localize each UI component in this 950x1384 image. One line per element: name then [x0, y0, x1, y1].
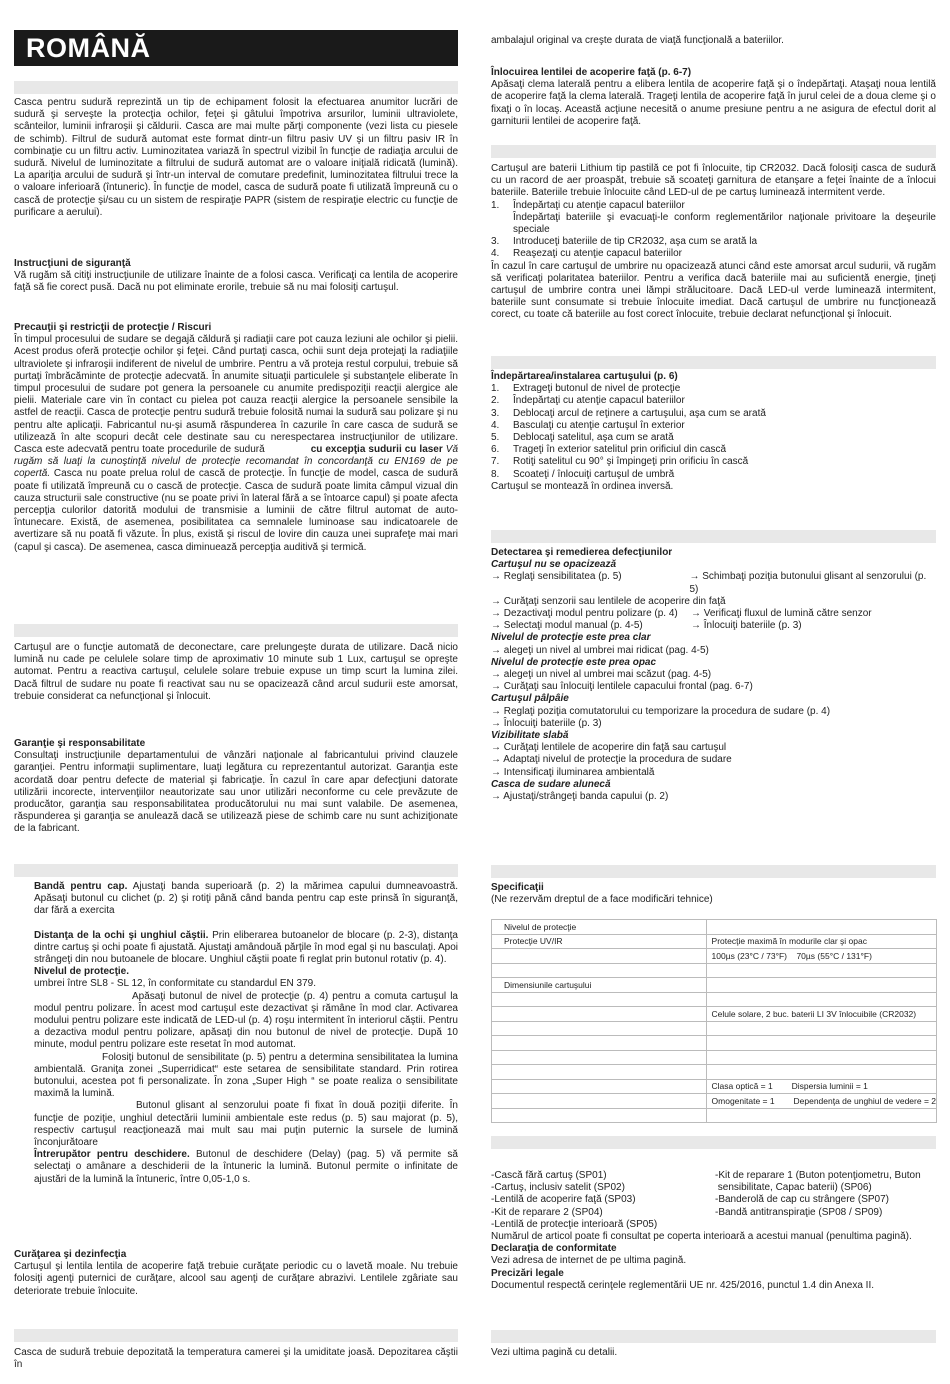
- lens-text: Apăsaţi clema laterală pentru a elibera lentila de acoperire faţă şi o îndepărtaţi. Ataşaţi noua lentilă de acoperire faţă la clema laterală. Trageţi lentila de acoperire faţă în jurul celei de a doua cleme şi o fixaţi o în locaş. Această acţiune necesită o anume presiune pentru a ne asigura de efectul dorit al garniturii lentilei de acoperire faţă.: [491, 79, 936, 127]
- table-row: [492, 963, 937, 978]
- spec-heading: Specificaţii: [491, 882, 544, 893]
- spec-value: 100µs (23°C / 73°F) 70µs (55°C / 131°F): [706, 949, 936, 964]
- spec-label: [492, 963, 707, 978]
- list-item: 5. Deblocaţi satelitul, aşa cum se arată: [491, 432, 674, 444]
- table-row: [492, 1007, 937, 1022]
- legal-heading: Precizări legale: [491, 1267, 564, 1279]
- list-item: Îndepărtaţi bateriile şi evacuaţi-le conform reglementărilor naţionale privitoare la deşeurile speciale: [513, 211, 936, 236]
- grind-text: Apăsaţi butonul de nivel de protecţie (p. 4) pentru a comuta cartuşul la modul pentru polizare. În acest mod cartuşul este dezactivat şi rămâne în mod clar. Activarea modului pentru polizare este indicată de LED-ul (p. 4) roşu intermitent în interiorul căştii. Pentru a dezactiva modul pentru polizare, apăsaţi din nou butonul de nivel de protecţie. După 10 minute, modul pentru polizare este resetat în mod automat.: [34, 990, 458, 1051]
- level-text: umbrei între SL8 - SL 12, în conformitate cu standardul EN 379.: [34, 978, 317, 990]
- table-row: [492, 1036, 937, 1051]
- section-bar: [491, 530, 936, 543]
- list-item: 2. Îndepărtaţi cu atenţie capacul bateriilor: [491, 395, 685, 407]
- lens-section: [491, 67, 936, 128]
- language-title: ROMÂNĂ: [26, 33, 151, 63]
- spec-value: [706, 963, 936, 978]
- warranty-section: [14, 738, 458, 836]
- table-row: [492, 1021, 937, 1036]
- table-row: [492, 978, 937, 993]
- trouble-heading: Detectarea şi remedierea defecţiunilor: [491, 547, 673, 558]
- warranty-heading: Garanţie şi responsabilitate: [14, 738, 146, 749]
- cleaning-section: [14, 1249, 458, 1298]
- intro-text: Casca pentru sudură reprezintă un tip de echipament folosit la efectuarea anumitor lucrări de sudură şi serveşte la protecţia ochilor, feţei şi gâtului împotriva arsurilor, luminii ultraviolete, scânteilor, luminii infraroşii şi căldurii. Casca are mai multe părţi componente (vezi lista cu piesele de schimb). Filtrul de sudură automat este format dintr-un filtru pasiv UV şi un filtru pasiv IR în combinaţie cu un filtru activ. Luminozitatea variază în spectrul vizibil în funcţie de radiaţia arcului de sudură. Nivelul de luminozitate a filtrului de sudură automat are o valoare iniţială ridicată (lumină). La apariţia arcului de sudură şi într-un interval de comutare predefinit, luminozitatea filtrului trece la o valoare inferioară (întuneric). În funcţie de model, casca de sudură poate fi utilizată împreună cu o cască de protecţie şi/sau cu un sistem de respiraţie PAPR (sistem de respiraţie electric cu funcţie de purificare a aerului).: [14, 97, 458, 218]
- battery-text-1: Cartuşul are baterii Lithium tip pastilă ce pot fi înlocuite, tip CR2032. Dacă folosiţi casca de sudură cu un racord de aer proaspăt, trebuie să scoateţi garnitura de etanşare a feţei înainte de a înlocui bateriile. Bateriile trebuie înlocuite când LED-ul de pe cartuş luminează intermitent verde.: [491, 163, 936, 199]
- precautions-section: [14, 322, 458, 554]
- spec-label: Dimensiunile cartuşului: [492, 978, 707, 993]
- cleaning-text: Cartuşul şi lentila lentila de acoperire faţă trebuie curăţate periodic cu o lavetă moale. Nu trebuie folosiţi agenţi puternici de curăţare, alcool sau agenţi de curăţare abrazivi. Lentilele zgâriate sau deteriorate trebuie înlocuite.: [14, 1261, 458, 1297]
- spec-note: (Ne rezervăm dreptul de a face modificări tehnice): [491, 894, 713, 906]
- removal-end: Cartuşul se montează în ordinea inversă.: [491, 480, 674, 492]
- spec-label: [492, 1108, 707, 1123]
- storage-continued: ambalajul original va creşte durata de viaţă funcţională a bateriilor.: [491, 35, 784, 46]
- table-row: [492, 1094, 937, 1109]
- section-bar: [14, 1329, 458, 1342]
- spec-value: [706, 1021, 936, 1036]
- spec-label: [492, 1094, 707, 1109]
- usage-section: [34, 881, 458, 1186]
- table-row: [492, 1050, 937, 1065]
- table-row: [492, 920, 937, 935]
- spec-value: [706, 1108, 936, 1123]
- battery-steps: [491, 200, 936, 261]
- list-item: 3. Deblocaţi arcul de reţinere a cartuşului, aşa cum se arată: [491, 407, 766, 419]
- headband-label: Bandă pentru cap.: [34, 881, 128, 892]
- spec-value: [706, 1065, 936, 1080]
- spec-label: Nivelul de protecţie: [492, 920, 707, 935]
- language-banner: [14, 30, 458, 66]
- trouble-s5: Vizibilitate slabă: [491, 730, 569, 742]
- section-bar: [491, 356, 936, 369]
- battery-section: [491, 163, 936, 322]
- list-item: 1. Extrageţi butonul de nivel de protecţie: [491, 383, 681, 395]
- section-bar: [491, 1330, 936, 1343]
- section-bar: [14, 864, 458, 877]
- autooff-text: Cartuşul are o funcţie automată de deconectare, care prelungeşte durata de utilizare. Dacă nicio lumină nu cade pe celulele solare timp de aproximativ 10 minute sub 1 Lux, cartuşul se opreşte automat. Pentru a reactiva cartuşul, celulele solare trebuie expuse un timp scurt la lumina zilei. Dacă filtrul de sudare nu poate fi reactivat sau nu se opacizează când arcul sudurii este amorsat, trebuie considerat ca nefuncţional şi înlocuit.: [14, 642, 458, 702]
- spec-value: Omogenitate = 1 Dependenţa de unghiul de vedere = 2: [706, 1094, 936, 1109]
- headband-text: Ajustaţi banda superioară (p. 2) la mărimea capului dumneavoastră. Apăsaţi butonul cu clichet (p. 2) şi rotiţi până când banda pentru cap este prinsă în siguranţă, dar fără a exercita: [34, 881, 459, 917]
- spec-value: Clasa optică = 1 Dispersia luminii = 1: [706, 1079, 936, 1094]
- trouble-s1: Cartuşul nu se opacizează: [491, 559, 617, 571]
- table-row: [492, 1065, 937, 1080]
- table-row: [492, 1108, 937, 1123]
- trouble-s4: Cartuşul pâlpâie: [491, 693, 569, 705]
- list-item: 4. Basculaţi cu atenţie cartuşul în exterior: [491, 419, 685, 431]
- precautions-recommend: Vă rugăm să luaţi la cunoştinţă nivelul de protecţie recomandat în concordanţă cu EN169 de pe copertă.: [14, 444, 459, 480]
- removal-steps: [491, 383, 936, 481]
- distance-label: Distanţa de la ochi şi unghiul căştii.: [34, 929, 209, 941]
- spec-label: [492, 1079, 707, 1094]
- list-item: 6. Trageţi în exterior satelitul prin orificiul din cască: [491, 444, 727, 456]
- table-row: [492, 992, 937, 1007]
- distance-text: Prin eliberarea butoanelor de blocare (p. 2-3), distanţa dintre cartuş şi ochi poate fi ajustată. Ajustaţi amândouă părţile în mod egal şi nu basculaţi. Apoi strângeţi din nou butoanele de blocare. Unghiul căştii poate fi reglat prin butonul rotativ (p. 4).: [34, 929, 458, 966]
- spec-label: [492, 992, 707, 1007]
- delay-label: Întrerupător pentru deschidere.: [34, 1149, 190, 1161]
- precautions-text-1: În timpul procesului de sudare se degajă căldură şi radiaţii care pot cauza leziuni ale ochilor şi pielii. Acest produs oferă protecţie ochilor şi feţei. Când purtaţi casca, ochii sunt deja protejaţi la radiaţiile ultraviolete şi infraroşii indiferent de nivelul de umbrire. Pentru a vă proteja restul corpului, trebuie să purtaţi îmbrăcăminte de protecţie adecvată. În anumite situaţii particulele şi substanţele eliberate în timpul procesului de sudare pot genera la persoanele cu anumite predispoziţii reacţii alergice ale pielii. Materiale care vin în contact cu pielea pot cauza reacţii alergice la persoanele sensibile la astfel de reacţii. Casca de protecţie pentru sudură trebuie folosită numai la sudură sau polizare şi nu pentru alte aplicaţii. Fabricantul nu-şi asumă răspunderea în cazurile în care casca de sudură se utilizează în alte scopuri decât cele destinate sau cu nerespectarea instrucţiunilor de utilizare. Casca este adecvată pentru toate procedurile de sudură: [14, 334, 458, 456]
- table-row: [492, 1079, 937, 1094]
- table-row: [492, 949, 937, 964]
- list-item: 4. Reaşezaţi cu atenţie capacul bateriilor: [491, 248, 682, 260]
- safety-section: [14, 258, 458, 295]
- spec-label: [492, 1007, 707, 1022]
- spec-label: [492, 1021, 707, 1036]
- slider-text: Butonul glisant al senzorului poate fi fixat în două poziţii diferite. În funcţie de poziţie, unghiul detectării luminii ambientale este redus (p. 5) sau majorat (p. 5), respectiv cartuşul reacţionează mai mult sau mai puţin puternic la sursele de lumină înconjurătoare: [34, 1100, 458, 1149]
- legal-text: Documentul respectă cerinţele reglementării UE nr. 425/2016, punctul 1.4 din Anexa II.: [491, 1279, 875, 1291]
- delay-text: Butonul de deschidere (Delay) (pag. 5) vă permite să selectaţi o amânare a deschiderii de la întuneric la lumină. Butonul permite o infinitate de ajustări de la lumină la întuneric, între 0,05-1,0 s.: [34, 1149, 458, 1185]
- spec-value: [706, 1050, 936, 1065]
- list-item: 8. Scoateţi / înlocuiţi cartuşul de umbră: [491, 468, 675, 480]
- precautions-laser: cu excepţia sudurii cu laser: [310, 444, 443, 456]
- precautions-heading: Precauţii şi restricţii de protecţie / Riscuri: [14, 322, 212, 333]
- spec-value: [706, 1036, 936, 1051]
- cleaning-heading: Curăţarea şi dezinfecţia: [14, 1249, 127, 1260]
- spec-value: [706, 992, 936, 1007]
- spec-section: [491, 882, 936, 906]
- table-row: [492, 934, 937, 949]
- spec-value: [706, 978, 936, 993]
- parts-section: -Cască fără cartuş (SP01) -Kit de reparare 1 (Buton potenţiometru, Buton -Cartuş, inclusiv satelit (SP02) sensibilitate, Capac baterii) (SP06) -Lentilă de acoperire faţă (SP03) -Banderolă de cap cu strângere (SP07) -Kit de reparare 2 (SP04) -Bandă antitranspiraţie (SP08 / SP09) -Lentilă de protecţie interioară (SP05) Numărul de articol poate fi consultat pe coperta interioară a acestui manual (penultima pagină). Declaraţia de conformitate Vezi adresa de internet de pe ultima pagină. Precizări legale Documentul respectă cerinţele reglementării UE nr. 425/2016, punctul 1.4 din Anexa II.: [491, 1170, 936, 1292]
- spec-label: [492, 949, 707, 964]
- warranty-text: Consultaţi instrucţiunile departamentului de vânzări naţionale al fabricantului privind clauzele garanţiei. Pentru informaţii suplimentare, luaţi legătura cu reprezentantul autorizat. Garanţia este acordată doar pentru defecte de material şi fabricaţie. În cazul în care apar defecţiuni datorate utilizării incorecte, intervenţiilor neautorizate sau unor utilizări neconforme cu cele prevăzute de producător, garanţia sau responsabilitatea producătorului nu mai sunt valabile. De asemenea, răspunderea şi garanţia se anulează dacă se utilizează piese de schimb care nu sunt achiziţionate de la fabricant.: [14, 750, 458, 835]
- safety-text: Vă rugăm să citiţi instrucţiunile de utilizare înainte de a folosi casca. Verificaţi ca lentila de acoperire faţă să fie corect pusă. Dacă nu pot eliminate erorile, trebuie să nu mai folosiţi cartuşul.: [14, 270, 458, 294]
- spec-label: Protecţie UV/IR: [492, 934, 707, 949]
- removal-heading: Îndepărtarea/instalarea cartuşului (p. 6): [491, 371, 678, 382]
- sensitivity-text: Folosiţi butonul de sensibilitate (p. 5) pentru a determina sensibilitatea la lumina ambientală. Graniţa zonei „Superridicat“ este setarea de sensibilitate standard. Prin rotirea butonului, acestea pot fi personalizate. În zona „Super High “ se poate realiza o sensibilitate maximă la lumină.: [34, 1051, 458, 1100]
- spec-table: [491, 919, 937, 1123]
- conformity-heading: Declaraţia de conformitate: [491, 1243, 617, 1255]
- spec-label: [492, 1050, 707, 1065]
- spec-value: [706, 920, 936, 935]
- section-bar: [491, 1136, 936, 1149]
- trouble-s2: Nivelul de protecţie este prea clar: [491, 632, 651, 644]
- section-bar: [491, 865, 936, 878]
- precautions-text-2: Casca nu poate prelua rolul de cască de protecţie. În funcţie de model, casca de sudură poate fi utilizată împreună cu o cască de protecţie. Casca de sudură poate limita câmpul vizual din cauza structurii sale constructive (nu se poate privi în lateral fără a se întoarce capul) şi poate afecta percepţia culorilor datorită modului de transmisie a luminii de către filtrul automat de auto-întunecare. Există, de asemenea, posibilitatea ca semnalele luminoase sau indicatoarele de avertizare să nu poată fi văzute. În plus, există şi riscul de lovire din cauza unei suprafeţe mai mari (capul şi casca). De asemenea, casca diminuează percepţia auditivă şi termică.: [14, 468, 458, 553]
- spec-value: Celule solare, 2 buc. baterii LI 3V înlocuibile (CR2032): [706, 1007, 936, 1022]
- storage-text: Casca de sudură trebuie depozitată la temperatura camerei şi la umiditate joasă. Depozitarea căştii în: [14, 1347, 458, 1371]
- last-page-note: Vezi ultima pagină cu detalii.: [491, 1347, 618, 1358]
- spec-label: [492, 1065, 707, 1080]
- trouble-s3: Nivelul de protecţie este prea opac: [491, 656, 657, 668]
- parts-note: Numărul de articol poate fi consultat pe coperta interioară a acestui manual (penultima pagină).: [491, 1231, 912, 1243]
- spec-label: [492, 1036, 707, 1051]
- safety-heading: Instrucţiuni de siguranţă: [14, 258, 131, 269]
- list-item: 7. Rotiţi satelitul cu 90° şi împingeţi prin orificiu în cască: [491, 456, 749, 468]
- section-bar: [14, 81, 458, 94]
- list-item: 1. Îndepărtaţi cu atenţie capacul bateriilor: [491, 199, 685, 211]
- list-item: 3. Introduceţi bateriile de tip CR2032, aşa cum se arată la: [491, 236, 758, 248]
- battery-text-2: În cazul în care cartuşul de umbrire nu opacizează atunci când este amorsat arcul sudurii, vă rugăm să verificaţi polaritatea bateriilor. Pentru a verifica dacă bateriile mai au suficientă energie, ţineţi cartuşul de umbrire contra unei lămpi strălucitoare. Dacă LED-ul verde luminează intermitent, bateriile sunt consumate si trebuie înlocuite imediat. Dacă cartuşul de umbrire nu funcţionează corect, cu toate că bateriile au fost corect înlocuite, trebuie declarat nefuncţional şi înlocuit.: [491, 260, 936, 321]
- conformity-text: Vezi adresa de internet de pe ultima pagină.: [491, 1255, 687, 1267]
- level-label: Nivelul de protecţie.: [34, 966, 130, 978]
- spec-value: Protecţie maximă în modurile clar şi opac: [706, 934, 936, 949]
- trouble-section: Detectarea şi remedierea defecţiunilor Cartuşul nu se opacizează → Reglaţi sensibilitatea (p. 5) → Schimbaţi poziţia butonului glisant al senzorului (p. 5) → Curăţaţi senzorii sau lentilele de acoperire din faţă → Dezactivaţi modul pentru polizare (p. 4) → Verificaţi fluxul de lumină către senzor → Selectaţi modul manual (p. 4-5) → Înlocuiţi bateriile (p. 3) Nivelul de protecţie este prea clar → alegeţi un nivel al umbrei mai ridicat (pag. 4-5) Nivelul de protecţie este prea opac → alegeţi un nivel al umbrei mai scăzut (pag. 4-5) → Curăţaţi sau înlocuiţi lentilele capacului frontal (pag. 6-7) Cartuşul pâlpâie → Reglaţi poziţia comutatorului cu temporizare la procedura de sudare (p. 4) → Înlocuiţi bateriile (p. 3) Vizibilitate slabă → Curăţaţi lentilele de acoperire din faţă sau cartuşul → Adaptaţi nivelul de protecţie la procedura de sudare → Intensificaţi iluminarea ambientală Casca de sudare alunecă → Ajustaţi/strângeţi banda capului (p. 2): [491, 547, 936, 803]
- section-bar: [491, 145, 936, 158]
- trouble-s6: Casca de sudare alunecă: [491, 778, 611, 790]
- section-bar: [14, 624, 458, 637]
- lens-heading: Înlocuirea lentilei de acoperire faţă (p. 6-7): [491, 67, 692, 78]
- removal-section: [491, 371, 936, 493]
